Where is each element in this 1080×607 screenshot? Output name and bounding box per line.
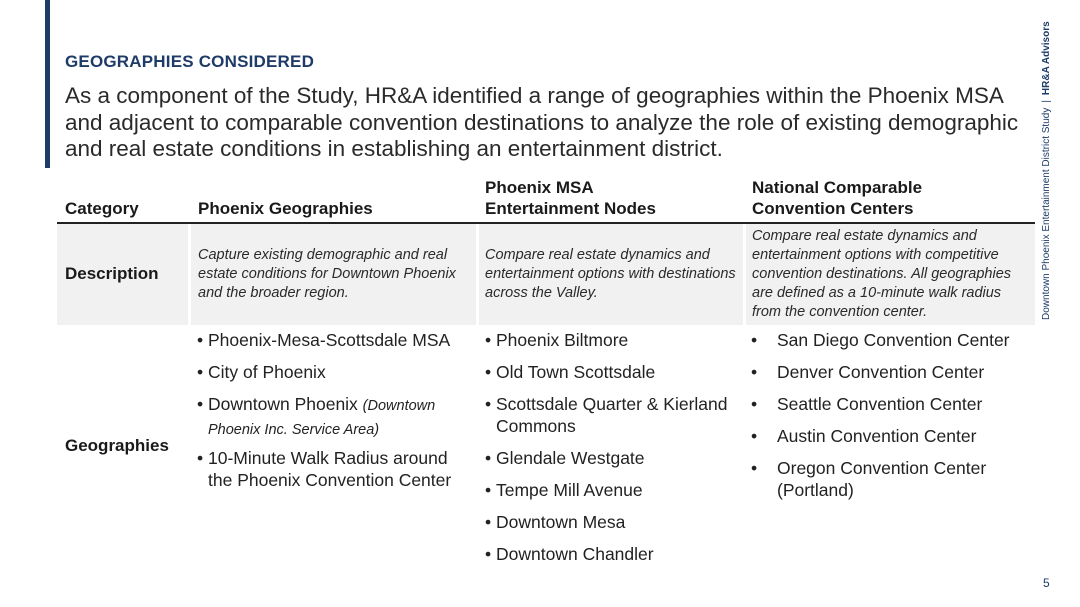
list-item-text: San Diego Convention Center [777,330,1010,350]
bullet: • [751,458,758,478]
phoenix-geographies-list [197,329,472,501]
bullet: • [485,448,492,468]
header-phoenix-geographies: Phoenix Geographies [198,199,373,218]
bullet: • [751,330,758,350]
bullet: • [485,480,492,500]
bullet: • [751,394,758,414]
bullet: • [485,362,492,382]
side-separator: | [1041,100,1052,103]
list-item [485,447,740,469]
list-item-text: Scottsdale Quarter & Kierland Commons [496,394,728,436]
list-item [751,329,1036,351]
description-phoenix: Capture existing demographic and real estate conditions for Downtown Phoenix and the broader region. [198,247,456,301]
row-label-description: Description [65,264,159,283]
list-item [485,511,740,533]
list-item [751,425,1036,447]
row-label-geographies: Geographies [65,436,169,455]
list-item [197,361,472,383]
list-item [485,329,740,351]
list-item-text: Phoenix Biltmore [496,330,629,350]
bullet: • [485,512,492,532]
description-national: Compare real estate dynamics and entertainment options with competitive convention destinations. All geographies are defined as a 10-minute walk radius from the convention center. [752,228,1012,320]
accent-bar [45,0,50,168]
list-item-text: Old Town Scottsdale [496,362,656,382]
list-item-text: City of Phoenix [208,362,326,382]
header-msa-line1: Phoenix MSA [485,178,594,197]
description-msa: Compare real estate dynamics and entertainment options with destinations across the Valley. [485,247,736,301]
page-lede: As a component of the Study, HR&A identified a range of geographies within the Phoenix MSA and adjacent to comparable convention destinations to analyze the role of existing demographic and real estate conditions in establishing an entertainment district. [65,83,1019,161]
bullet: • [485,544,492,564]
column-divider [188,224,191,325]
bullet: • [197,362,204,382]
header-national-line1: National Comparable [752,178,923,197]
msa-nodes-list [485,329,740,575]
national-centers-list [751,329,1036,511]
page-number: 5 [1043,576,1050,590]
bullet: • [197,448,204,468]
list-item [751,361,1036,383]
list-item-note: (Downtown Phoenix Inc. Service Area) [208,398,436,438]
section-kicker: GEOGRAPHIES CONSIDERED [65,52,315,71]
header-msa-line2: Entertainment Nodes [485,199,656,218]
list-item [485,543,740,565]
list-item [751,457,1036,501]
list-item-text: Phoenix-Mesa-Scottsdale MSA [208,330,451,350]
list-item-text: Downtown Phoenix [208,394,363,414]
list-item-text: Oregon Convention Center (Portland) [777,458,987,500]
list-item [485,393,740,437]
bullet: • [751,426,758,446]
bullet: • [751,362,758,382]
bullet: • [485,330,492,350]
list-item [485,479,740,501]
list-item [751,393,1036,415]
list-item-text: Glendale Westgate [496,448,645,468]
list-item-text: Seattle Convention Center [777,394,983,414]
list-item-text: Denver Convention Center [777,362,985,382]
list-item-text: Austin Convention Center [777,426,977,446]
study-name: Downtown Phoenix Entertainment District Study [1041,107,1052,320]
list-item [197,447,472,491]
bullet: • [485,394,492,414]
column-divider [476,224,479,325]
list-item-text: Downtown Mesa [496,512,626,532]
list-item-text: Downtown Chandler [496,544,654,564]
firm-name: HR&A Advisors [1041,21,1052,96]
bullet: • [197,394,204,414]
header-national-line2: Convention Centers [752,199,914,218]
list-item-text: 10-Minute Walk Radius around the Phoenix Convention Center [208,448,452,490]
list-item-text: Tempe Mill Avenue [496,480,643,500]
side-footer-label [1041,21,1052,320]
column-divider [743,224,746,325]
header-category: Category [65,199,139,218]
bullet: • [197,330,204,350]
list-item [197,329,472,351]
list-item [485,361,740,383]
list-item [197,393,472,441]
